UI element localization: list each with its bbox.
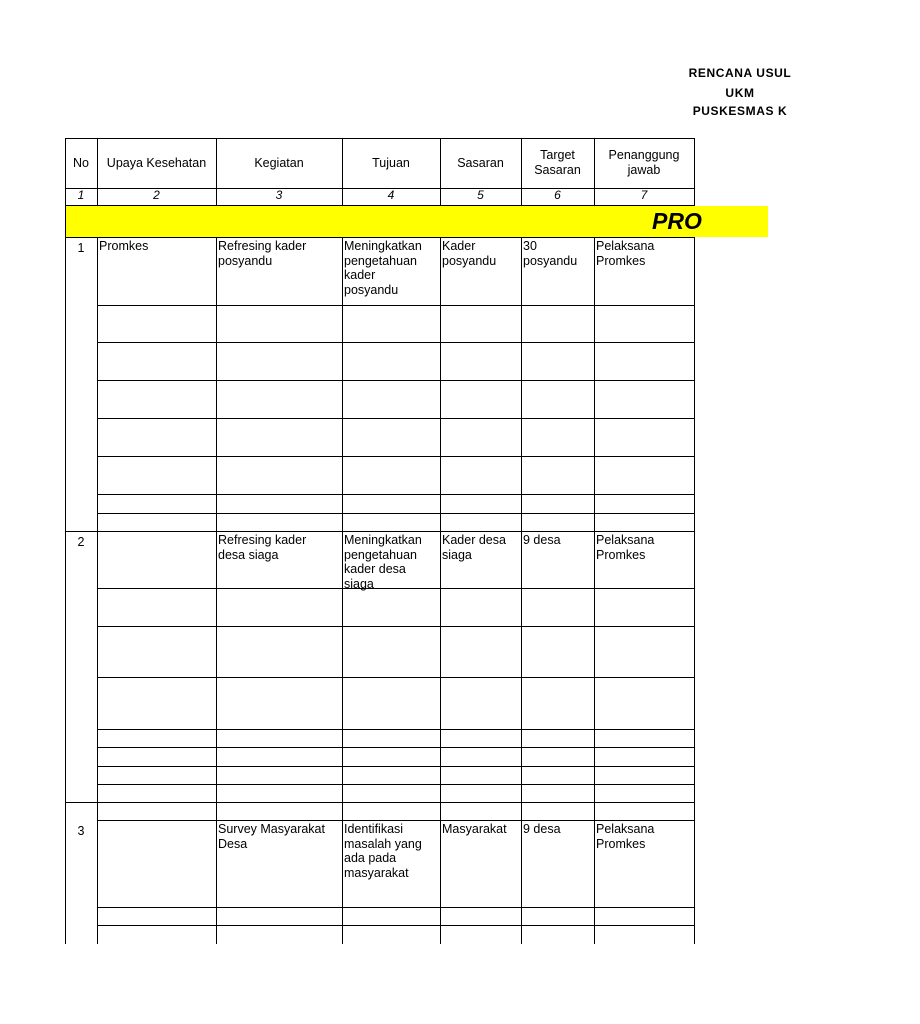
section-band-label: PRO (652, 208, 702, 234)
row-number: 2 (77, 535, 85, 549)
column-header-sasaran: Sasaran (457, 155, 504, 170)
table-row-divider (97, 418, 695, 419)
entry-upaya (97, 531, 216, 588)
table-row-divider (97, 766, 695, 767)
entry-tujuan: Meningkatkan pengetahuan kader posyandu (344, 239, 422, 297)
table-row-divider (65, 802, 695, 803)
table-row-divider (97, 677, 695, 678)
document-title-line2: UKM (725, 86, 755, 100)
entry-tujuan: Identifikasi masalah yang ada pada masyarakat (344, 822, 422, 880)
table-row-divider (97, 925, 695, 926)
column-number-sasaran: 5 (477, 188, 484, 202)
entry-target: 9 desa (523, 822, 561, 836)
table-row-divider (97, 729, 695, 730)
entry-pj: Pelaksana Promkes (596, 239, 655, 268)
table-row-divider (97, 588, 695, 589)
entry-upaya: Promkes (99, 239, 149, 253)
entry-target: 30 posyandu (523, 239, 578, 268)
column-header-tujuan: Tujuan (372, 155, 410, 170)
document-title-line3: PUSKESMAS K (692, 104, 788, 118)
column-header-upaya: Upaya Kesehatan (106, 155, 207, 170)
column-header-target: Target Sasaran (534, 148, 581, 177)
column-number-kegiatan: 3 (275, 188, 283, 202)
table-row-divider (97, 380, 695, 381)
table-row-divider (97, 342, 695, 343)
entry-kegiatan: Survey Masyarakat Desa (218, 822, 325, 851)
entry-tujuan: Meningkatkan pengetahuan kader desa siaga (344, 533, 422, 591)
table-row-divider (97, 513, 695, 514)
table-row-divider (97, 784, 695, 785)
column-header-no: No (73, 155, 89, 170)
entry-target: 9 desa (523, 533, 561, 547)
column-number-tujuan: 4 (387, 188, 395, 202)
entry-pj: Pelaksana Promkes (596, 822, 655, 851)
column-number-pj: 7 (640, 188, 648, 202)
column-number-upaya: 2 (153, 188, 160, 202)
column-header-pj: Penanggung jawab (608, 148, 680, 177)
entry-upaya (97, 820, 216, 907)
header-column-divider (694, 138, 695, 206)
table-row-divider (97, 626, 695, 627)
column-number-target: 6 (554, 188, 561, 202)
table-row-divider (97, 305, 695, 306)
table-row-divider (97, 747, 695, 748)
row-number: 1 (77, 241, 85, 255)
number-row-bottom-border (65, 205, 695, 206)
entry-pj: Pelaksana Promkes (596, 533, 655, 562)
document-title-line1: RENCANA USUL (688, 66, 792, 80)
entry-sasaran: Kader posyandu (442, 239, 497, 268)
column-number-no: 1 (77, 188, 85, 202)
table-row-divider (97, 907, 695, 908)
body-column-divider (694, 237, 695, 944)
entry-kegiatan: Refresing kader posyandu (218, 239, 307, 268)
entry-kegiatan: Refresing kader desa siaga (218, 533, 307, 562)
table-row-divider (97, 494, 695, 495)
entry-sasaran: Masyarakat (442, 822, 507, 836)
entry-sasaran: Kader desa siaga (442, 533, 506, 562)
table-row-divider (97, 456, 695, 457)
row-number: 3 (77, 824, 85, 838)
column-header-kegiatan: Kegiatan (254, 155, 304, 170)
